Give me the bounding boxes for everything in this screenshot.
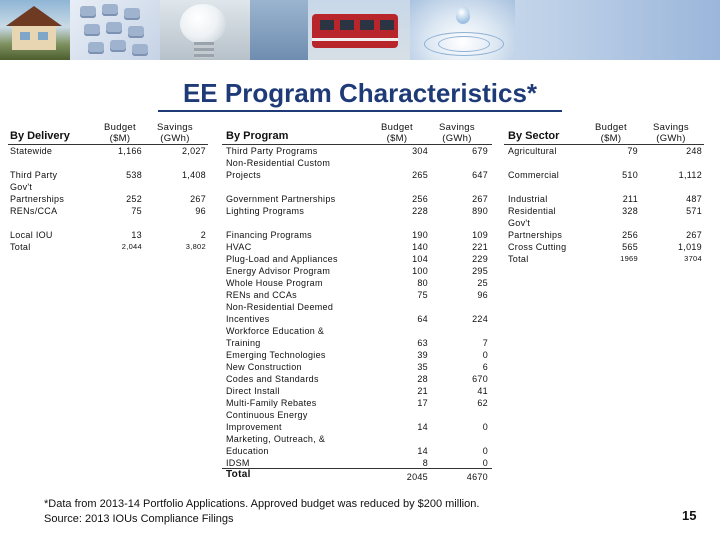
- sector-row-label: Gov't: [508, 218, 531, 228]
- program-savings: 41: [477, 386, 488, 396]
- col-header-line: Budget: [381, 122, 413, 133]
- sector-savings-total: 3704: [684, 254, 702, 263]
- sector-budget: 211: [622, 194, 638, 204]
- title-underline: [158, 110, 562, 112]
- program-row-label: Improvement: [226, 422, 282, 432]
- delivery-savings: 2,027: [181, 146, 206, 156]
- program-budget: 190: [412, 230, 428, 240]
- delivery-row-label: Local IOU: [10, 230, 53, 240]
- col-header-line: Savings: [157, 122, 193, 133]
- program-budget: 100: [412, 266, 428, 276]
- program-budget: 75: [417, 290, 428, 300]
- sector-savings: 248: [686, 146, 702, 156]
- sector-budget: 565: [622, 242, 638, 252]
- program-savings-header: [430, 122, 484, 144]
- delivery-row-label: Gov't: [10, 182, 33, 192]
- train-photo: [308, 0, 410, 60]
- water-drop-icon: [456, 6, 470, 24]
- key-shape: [124, 8, 140, 20]
- sector-row-label: Total: [508, 254, 529, 264]
- delivery-savings: 267: [190, 194, 206, 204]
- sector-savings: 1,019: [677, 242, 702, 252]
- sector-budget: 328: [622, 206, 638, 216]
- program-budget: 14: [417, 446, 428, 456]
- program-budget: 80: [417, 278, 428, 288]
- program-row-label: Non-Residential Deemed: [226, 302, 334, 312]
- delivery-row-label: RENs/CCA: [10, 206, 58, 216]
- program-budget: 63: [417, 338, 428, 348]
- program-savings: 0: [482, 422, 488, 432]
- water-drop-photo: [410, 0, 515, 60]
- col-header-line: ($M): [386, 133, 408, 144]
- program-budget: 14: [417, 422, 428, 432]
- program-row-label: Projects: [226, 170, 261, 180]
- light-bulb-photo: [160, 0, 250, 60]
- program-budget: 17: [417, 398, 428, 408]
- sector-savings: 487: [686, 194, 702, 204]
- sector-row-label: Cross Cutting: [508, 242, 567, 252]
- program-row-label: HVAC: [226, 242, 252, 252]
- sector-budget: 79: [627, 146, 638, 156]
- program-total-rule: [222, 468, 492, 469]
- program-budget: 104: [412, 254, 428, 264]
- bulb-base: [194, 42, 214, 58]
- sector-row-label: Agricultural: [508, 146, 557, 156]
- program-budget: 64: [417, 314, 428, 324]
- key-shape: [128, 26, 144, 38]
- delivery-budget: 538: [126, 170, 142, 180]
- sector-savings: 1,112: [678, 170, 702, 180]
- delivery-budget: 75: [131, 206, 142, 216]
- program-row-label: Workforce Education &: [226, 326, 325, 336]
- delivery-savings: 2: [200, 230, 206, 240]
- ripple: [424, 32, 504, 56]
- delivery-row-label: Total: [10, 242, 31, 252]
- program-budget: 228: [412, 206, 428, 216]
- footnote-line: *Data from 2013-14 Portfolio Applications. Approved budget was reduced by $200 million.: [44, 498, 480, 510]
- train-window: [380, 20, 394, 30]
- program-savings: 229: [472, 254, 488, 264]
- col-header-line: ($M): [109, 133, 131, 144]
- house-roof: [6, 6, 62, 26]
- source-line: Source: 2013 IOUs Compliance Filings: [44, 513, 234, 525]
- program-savings: 7: [482, 338, 488, 348]
- sector-savings-header: [644, 122, 698, 144]
- page-number: 15: [682, 508, 697, 523]
- program-savings: 25: [477, 278, 488, 288]
- program-row-label: Emerging Technologies: [226, 350, 326, 360]
- col-header-line: Savings: [653, 122, 689, 133]
- train-stripe: [312, 38, 398, 41]
- program-budget: 140: [412, 242, 428, 252]
- program-row-label: Codes and Standards: [226, 374, 319, 384]
- delivery-savings: 96: [195, 206, 206, 216]
- program-row-label: Government Partnerships: [226, 194, 336, 204]
- delivery-savings-header: [150, 122, 200, 144]
- program-savings: 0: [482, 458, 488, 468]
- delivery-row-label: Partnerships: [10, 194, 65, 204]
- program-budget: 8: [422, 458, 428, 468]
- keypad-photo: [70, 0, 160, 60]
- sector-budget: 256: [622, 230, 638, 240]
- col-header-line: (GWh): [160, 133, 190, 144]
- program-savings: 62: [477, 398, 488, 408]
- program-savings: 890: [472, 206, 488, 216]
- program-row-label: Whole House Program: [226, 278, 323, 288]
- program-budget-header: [374, 122, 420, 144]
- key-shape: [106, 22, 122, 34]
- program-row-label: Marketing, Outreach, &: [226, 434, 326, 444]
- sector-row-label: Industrial: [508, 194, 548, 204]
- program-header: By Program: [226, 130, 289, 142]
- bulb-glass: [180, 4, 226, 44]
- program-row-label: Direct Install: [226, 386, 280, 396]
- sector-savings: 571: [686, 206, 702, 216]
- key-shape: [102, 4, 118, 16]
- program-savings: 679: [472, 146, 488, 156]
- col-header-line: Budget: [595, 122, 627, 133]
- sector-row-label: Commercial: [508, 170, 560, 180]
- train-window: [340, 20, 354, 30]
- sector-budget: 510: [622, 170, 638, 180]
- program-savings: 0: [482, 350, 488, 360]
- program-savings: 96: [477, 290, 488, 300]
- program-row-label: New Construction: [226, 362, 302, 372]
- delivery-budget: 252: [126, 194, 142, 204]
- col-header-line: (GWh): [656, 133, 686, 144]
- program-row-label: IDSM: [226, 458, 250, 468]
- col-header-line: Budget: [104, 122, 136, 133]
- program-savings: 295: [472, 266, 488, 276]
- program-savings: 224: [472, 314, 488, 324]
- program-savings-total: 4670: [466, 472, 488, 482]
- program-row-label: RENs and CCAs: [226, 290, 297, 300]
- program-row-label: Incentives: [226, 314, 270, 324]
- program-row-label: Plug-Load and Appliances: [226, 254, 338, 264]
- program-budget: 265: [412, 170, 428, 180]
- key-shape: [84, 24, 100, 36]
- program-budget: 304: [412, 146, 428, 156]
- program-savings: 670: [472, 374, 488, 384]
- program-savings: 221: [472, 242, 488, 252]
- house-window: [20, 32, 30, 40]
- delivery-header: By Delivery: [10, 130, 70, 142]
- delivery-savings-total: 3,802: [185, 242, 206, 251]
- sector-savings: 267: [686, 230, 702, 240]
- key-shape: [88, 42, 104, 54]
- house-wall: [12, 26, 56, 50]
- delivery-budget-total: 2,044: [121, 242, 142, 251]
- col-header-line: (GWh): [442, 133, 472, 144]
- sector-row-label: Residential: [508, 206, 556, 216]
- sector-row-label: Partnerships: [508, 230, 563, 240]
- program-savings: 647: [472, 170, 488, 180]
- key-shape: [80, 6, 96, 18]
- program-budget: 256: [412, 194, 428, 204]
- program-row-label: Training: [226, 338, 261, 348]
- program-row-label: Non-Residential Custom: [226, 158, 331, 168]
- program-savings: 6: [482, 362, 488, 372]
- program-row-label: Multi-Family Rebates: [226, 398, 317, 408]
- train-window: [320, 20, 334, 30]
- house-window: [38, 32, 48, 40]
- delivery-savings: 1,408: [181, 170, 206, 180]
- program-row-label: Third Party Programs: [226, 146, 318, 156]
- delivery-budget: 1,166: [117, 146, 142, 156]
- house-photo: [0, 0, 70, 60]
- program-savings: 0: [482, 446, 488, 456]
- program-budget: 39: [417, 350, 428, 360]
- program-budget: 21: [417, 386, 428, 396]
- delivery-budget-header: [98, 122, 142, 144]
- sky-photo: [250, 0, 308, 60]
- sector-budget-total: 1969: [620, 254, 638, 263]
- program-budget: 35: [417, 362, 428, 372]
- key-shape: [110, 40, 126, 52]
- program-budget-total: 2045: [406, 472, 428, 482]
- sector-header: By Sector: [508, 130, 560, 142]
- program-row-label: Lighting Programs: [226, 206, 305, 216]
- program-total-label: Total: [226, 469, 251, 480]
- header-banner: [0, 0, 720, 60]
- footnote: [44, 497, 479, 527]
- program-row-label: Energy Advisor Program: [226, 266, 331, 276]
- program-row-label: Education: [226, 446, 269, 456]
- program-savings: 267: [472, 194, 488, 204]
- col-header-line: ($M): [600, 133, 622, 144]
- page-title: EE Program Characteristics*: [182, 78, 538, 108]
- sector-budget-header: [588, 122, 634, 144]
- key-shape: [132, 44, 148, 56]
- col-header-line: Savings: [439, 122, 475, 133]
- program-budget: 28: [417, 374, 428, 384]
- delivery-budget: 13: [131, 230, 142, 240]
- delivery-row-label: Third Party: [10, 170, 58, 180]
- program-savings: 109: [472, 230, 488, 240]
- program-row-label: Financing Programs: [226, 230, 312, 240]
- delivery-row-label: Statewide: [10, 146, 53, 156]
- train-window: [360, 20, 374, 30]
- program-row-label: Continuous Energy: [226, 410, 308, 420]
